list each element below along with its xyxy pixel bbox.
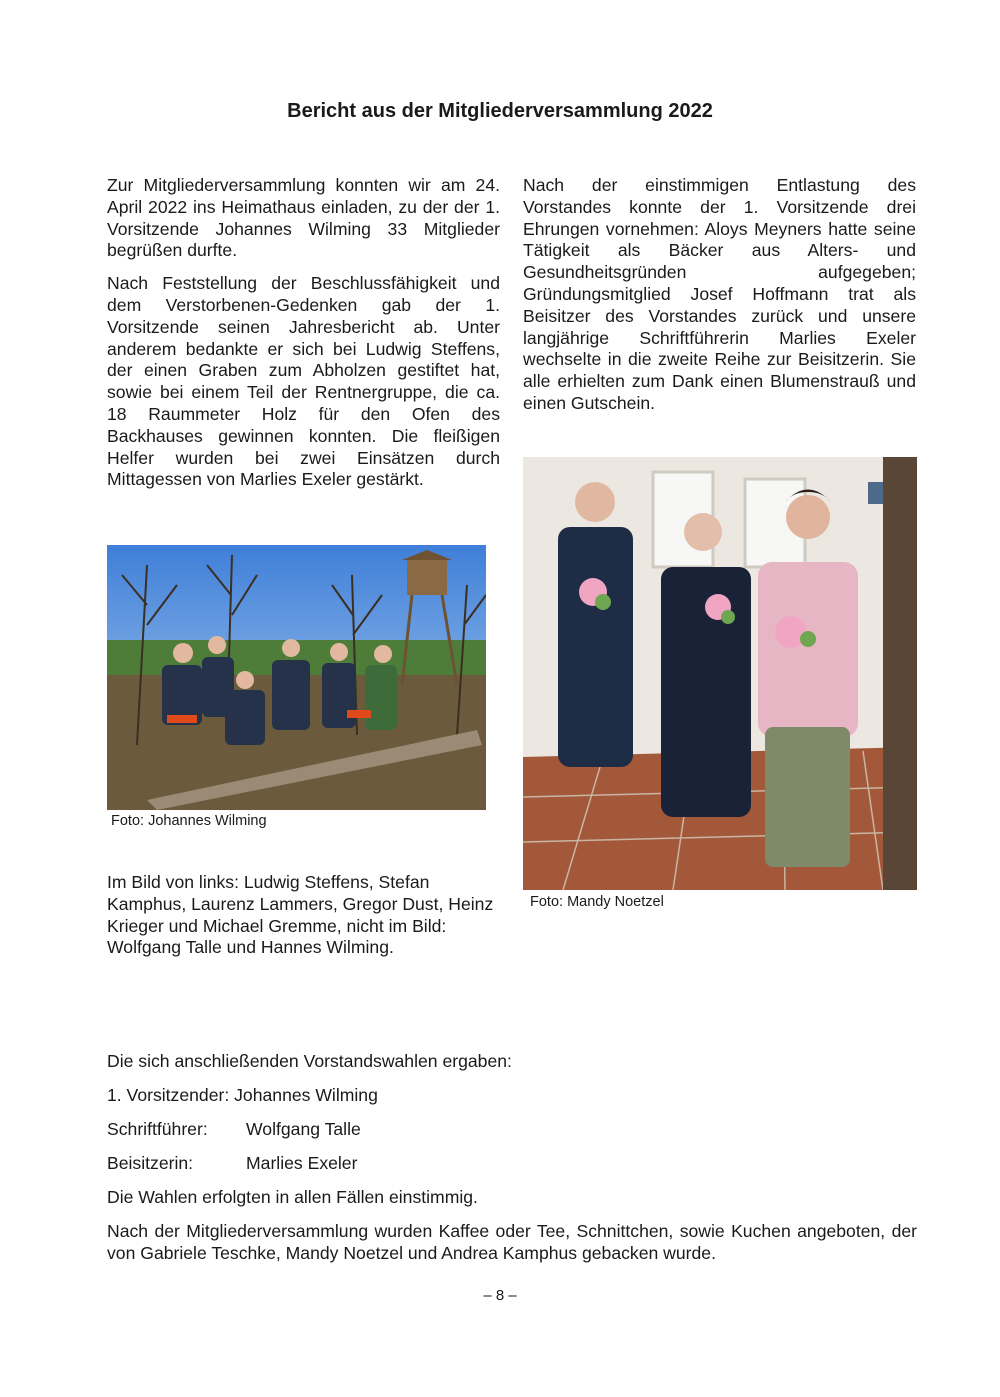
page-title: Bericht aus der Mitgliederversammlung 2022: [287, 100, 713, 122]
paragraph: Zur Mitgliederversammlung konnten wir am 24. April 2022 ins Heimathaus einladen, zu der der 1. Vorsitzende Johannes Wilming 33 Mitglieder begrüßen durfte.: [107, 175, 500, 261]
page-number: – 8 –: [483, 1287, 517, 1304]
photo-honorees: [523, 457, 917, 890]
election-unanimous: Die Wahlen erfolgten in allen Fällen einstimmig.: [107, 1187, 478, 1207]
photo-volunteers-forest: [107, 545, 486, 810]
role-name: Marlies Exeler: [246, 1153, 358, 1173]
paragraph: Nach der einstimmigen Entlastung des Vorstandes konnte der 1. Vorsitzende drei Ehrungen vornehmen: Aloys Meyners hatte seine Tätigkeit als Bäcker aus Alters- und Gesundheitsgründen aufgegeben; Gründungsmitglied Josef Hoffmann trat als Beisitzer des Vorstandes zurück und unsere langjährige Schriftführerin Marlies Exeler wechselte in die zweite Reihe zur Beisitzerin. Sie alle erhielten zum Dank einen Blumenstrauß und einen Gutschein.: [523, 175, 916, 413]
closing-paragraph: Nach der Mitgliederversammlung wurden Kaffee oder Tee, Schnittchen, sowie Kuchen angeboten, der von Gabriele Teschke, Mandy Noetzel und Andrea Kamphus gebacken wurde.: [107, 1221, 917, 1263]
election-results: [107, 1050, 917, 1264]
election-chair: 1. Vorsitzender: Johannes Wilming: [107, 1085, 378, 1105]
right-column: [523, 175, 916, 426]
photo-caption: Foto: Mandy Noetzel: [530, 894, 664, 910]
photo-caption: Foto: Johannes Wilming: [111, 813, 267, 829]
role-label: Beisitzerin:: [107, 1153, 194, 1173]
paragraph: Nach Feststellung der Beschlussfähigkeit und dem Verstorbenen-Gedenken gab der 1. Vorsitzende seinen Jahresbericht ab. Unter anderem bedankte er sich bei Ludwig Steffens, der einen Graben zum Abholzen gestiftet hat, sowie bei einem Teil der Rentnergruppe, die ca. 18 Raummeter Holz für den Ofen des Backhauses gewinnen konnten. Die fleißigen Helfer wurden bei zwei Einsätzen durch Mittagessen von Marlies Exeler gestärkt.: [107, 273, 500, 490]
photo-description: Im Bild von links: Ludwig Steffens, Stefan Kamphus, Laurenz Lammers, Gregor Dust, Heinz Krieger und Michael Gremme, nicht im Bild: Wolfgang Talle und Hannes Wilming.: [107, 872, 494, 958]
election-intro: Die sich anschließenden Vorstandswahlen ergaben:: [107, 1051, 512, 1071]
election-role: [107, 1152, 917, 1174]
role-label: Schriftführer:: [107, 1119, 208, 1139]
left-column: [107, 175, 500, 502]
role-name: Wolfgang Talle: [246, 1119, 361, 1139]
election-role: [107, 1118, 917, 1140]
